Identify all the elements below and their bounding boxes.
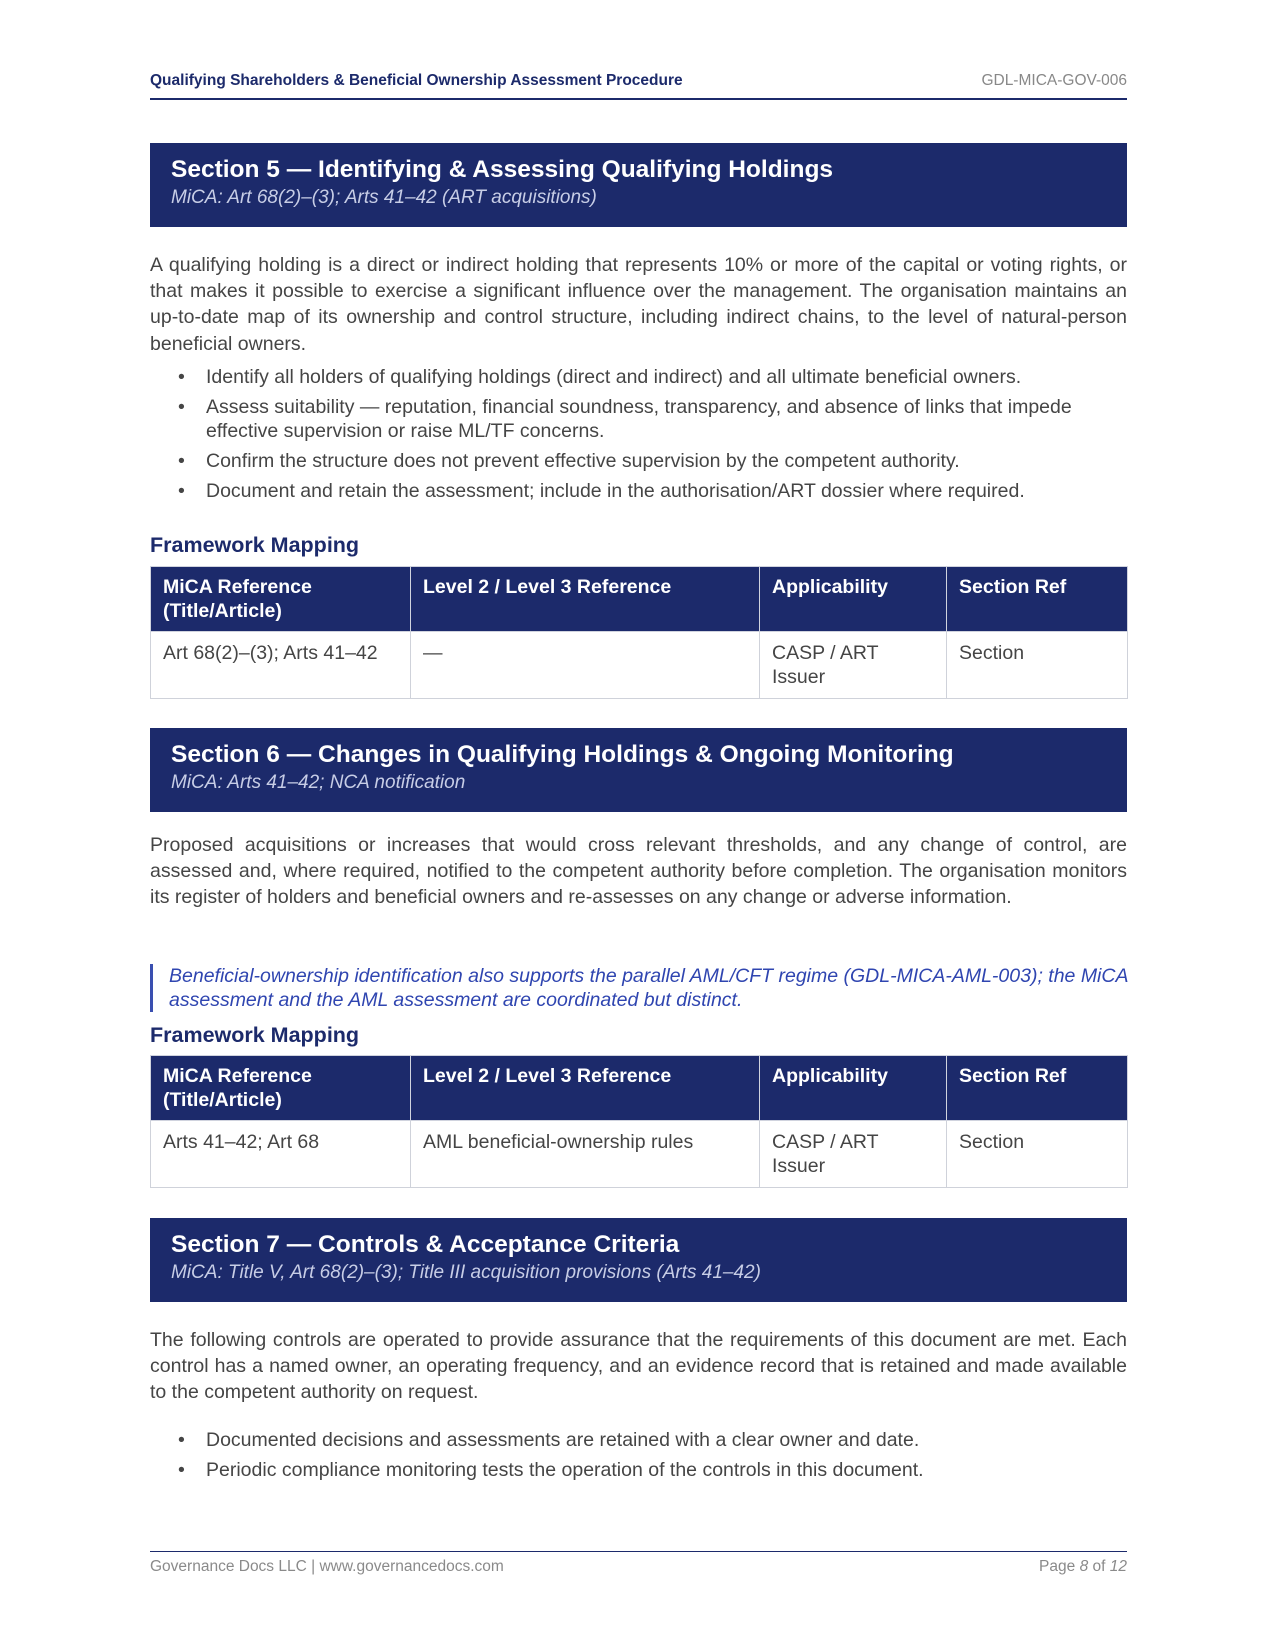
section-5-title: Section 5 — Identifying & Assessing Qualifying Holdings	[171, 156, 834, 183]
column-header: Applicability	[760, 1056, 947, 1121]
bullet-text: Confirm the structure does not prevent effective supervision by the competent authority.	[206, 450, 960, 472]
table-header-row	[151, 1056, 1128, 1121]
table-cell: AML beneficial-ownership rules	[411, 1121, 760, 1188]
list-item	[150, 449, 1127, 473]
section-7-banner	[150, 1218, 1127, 1302]
section-7-subtitle: MiCA: Title V, Art 68(2)–(3); Title III acquisition provisions (Arts 41–42)	[171, 1262, 761, 1283]
page-total: 12	[1109, 1558, 1127, 1575]
column-header: Section Ref	[947, 1056, 1128, 1121]
table-row	[151, 632, 1128, 699]
running-footer	[150, 1551, 1127, 1576]
document-title: Qualifying Shareholders & Beneficial Ownership Assessment Procedure	[150, 72, 683, 89]
bullet-icon: •	[178, 396, 185, 418]
bullet-icon: •	[178, 1429, 185, 1451]
page-of: of	[1092, 1558, 1106, 1575]
list-item	[150, 1458, 1127, 1482]
section-5-paragraph: A qualifying holding is a direct or indirect holding that represents 10% or more of the capital or voting rights, or that makes it possible to exercise a significant influence over the management. The organisation maintains an up-to-date map of its ownership and control structure, including indirect chains, to the level of natural-person beneficial owners.	[150, 254, 1127, 355]
table-header-row	[151, 567, 1128, 632]
section-7-title: Section 7 — Controls & Acceptance Criteria	[171, 1231, 680, 1258]
section-5-banner	[150, 143, 1127, 227]
list-item	[150, 365, 1127, 389]
bullet-text: Document and retain the assessment; include in the authorisation/ART dossier where required.	[206, 480, 1025, 502]
bullet-text: Identify all holders of qualifying holdings (direct and indirect) and all ultimate beneficial owners.	[206, 366, 1022, 388]
table-cell: CASP / ART Issuer	[760, 632, 947, 699]
footer-company: Governance Docs LLC | www.governancedocs.com	[150, 1558, 504, 1575]
running-header	[150, 72, 1127, 100]
section-6-mapping-table	[150, 1055, 1128, 1188]
table-cell: CASP / ART Issuer	[760, 1121, 947, 1188]
bullet-icon: •	[178, 480, 185, 502]
section-6-callout: Beneficial-ownership identification also supports the parallel AML/CFT regime (GDL-MICA-AML-003); the MiCA assessment and the AML assessment are coordinated but distinct.	[150, 964, 1129, 1012]
column-header: MiCA Reference (Title/Article)	[151, 1056, 411, 1121]
table-cell: Section	[947, 1121, 1128, 1188]
bullet-text: Assess suitability — reputation, financial soundness, transparency, and absence of links that impede effective supervision or raise ML/TF concerns.	[206, 396, 1072, 442]
section-6-banner	[150, 728, 1127, 812]
bullet-icon: •	[178, 1459, 185, 1481]
section-5-subtitle: MiCA: Art 68(2)–(3); Arts 41–42 (ART acquisitions)	[171, 187, 597, 208]
column-header: Level 2 / Level 3 Reference	[411, 1056, 760, 1121]
column-header: Applicability	[760, 567, 947, 632]
bullet-text: Documented decisions and assessments are retained with a clear owner and date.	[206, 1429, 920, 1451]
table-cell: —	[411, 632, 760, 699]
section-6-mapping-heading: Framework Mapping	[150, 1023, 360, 1047]
section-7-bullet-list	[150, 1428, 1127, 1488]
table-cell: Arts 41–42; Art 68	[151, 1121, 411, 1188]
bullet-icon: •	[178, 450, 185, 472]
page-prefix: Page	[1039, 1558, 1076, 1575]
document-code: GDL-MICA-GOV-006	[981, 72, 1127, 89]
section-5-mapping-table	[150, 566, 1128, 699]
list-item	[150, 479, 1127, 503]
column-header: Level 2 / Level 3 Reference	[411, 567, 760, 632]
section-7-paragraph: The following controls are operated to provide assurance that the requirements of this document are met. Each control has a named owner, an operating frequency, and an evidence record that is retained and made available to the competent authority on request.	[150, 1329, 1127, 1404]
bullet-text: Periodic compliance monitoring tests the operation of the controls in this document.	[206, 1459, 924, 1481]
section-6-paragraph: Proposed acquisitions or increases that would cross relevant thresholds, and any change of control, are assessed and, where required, notified to the competent authority before completion. The organisation monitors its register of holders and beneficial owners and re-assesses on any change or adverse information.	[150, 834, 1127, 909]
table-cell: Section	[947, 632, 1128, 699]
column-header: MiCA Reference (Title/Article)	[151, 567, 411, 632]
section-6-subtitle: MiCA: Arts 41–42; NCA notification	[171, 772, 466, 793]
section-5-mapping-heading: Framework Mapping	[150, 533, 360, 557]
list-item	[150, 1428, 1127, 1452]
bullet-icon: •	[178, 366, 185, 388]
list-item	[150, 395, 1127, 443]
column-header: Section Ref	[947, 567, 1128, 632]
page-current: 8	[1079, 1558, 1089, 1575]
table-row	[151, 1121, 1128, 1188]
section-5-bullet-list	[150, 365, 1127, 509]
table-cell: Art 68(2)–(3); Arts 41–42	[151, 632, 411, 699]
section-6-title: Section 6 — Changes in Qualifying Holdings & Ongoing Monitoring	[171, 741, 954, 768]
page-number	[1039, 1558, 1127, 1576]
